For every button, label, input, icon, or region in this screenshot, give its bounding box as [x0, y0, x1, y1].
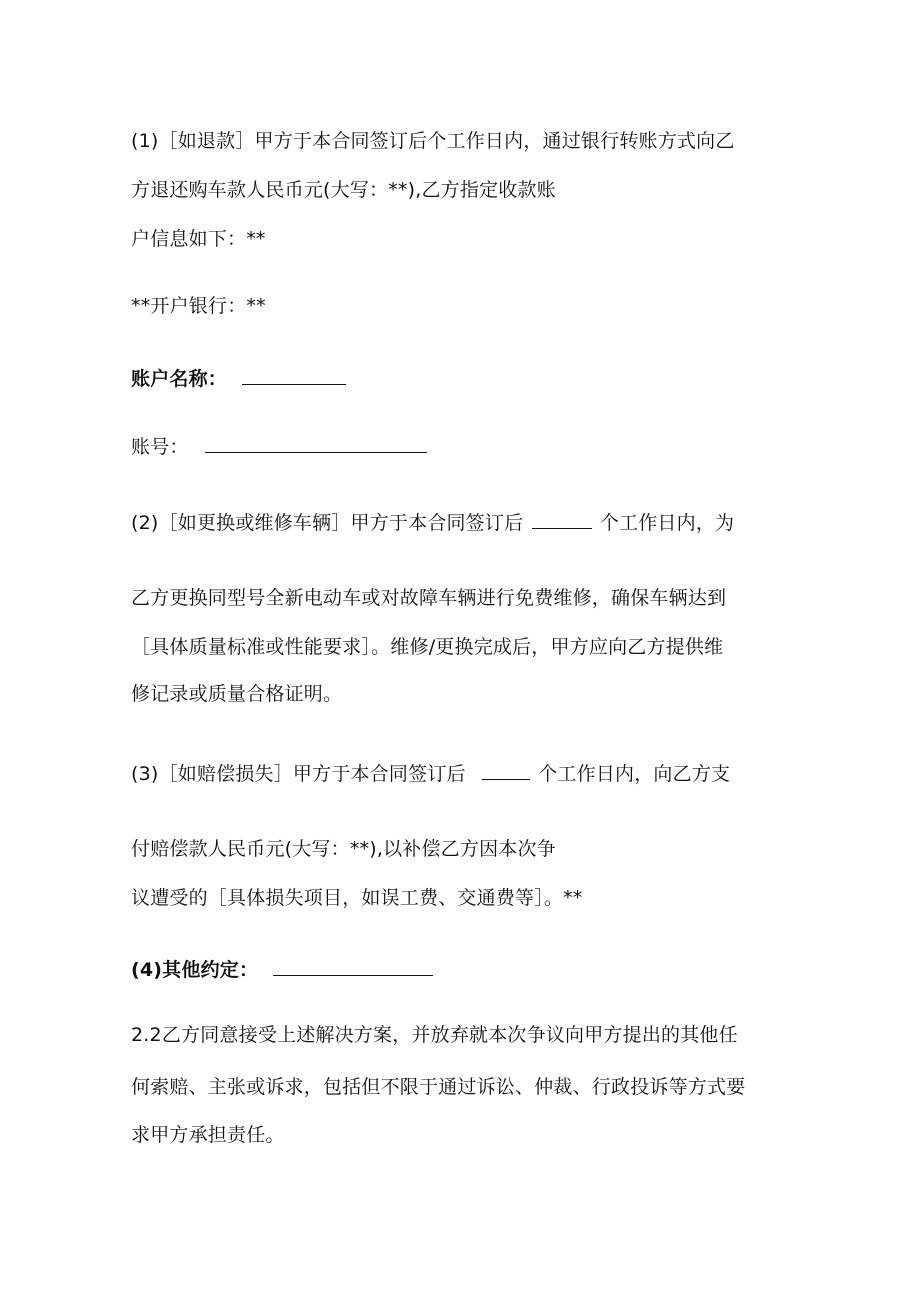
account-number-label: 账号： [131, 436, 189, 458]
bank-name-line: **开户银行：** [131, 295, 266, 317]
clause-2-days-blank [532, 508, 592, 529]
clause-3-suffix: 个工作日内，向乙方支 [538, 763, 731, 785]
section-2-2-line-1: 2.2乙方同意接受上述解决方案，并放弃就本次争议向甲方提出的其他任 [131, 1024, 738, 1046]
clause-2-line-2: 乙方更换同型号全新电动车或对故障车辆进行免费维修，确保车辆达到 [131, 587, 727, 609]
clause-2-suffix: 个工作日内，为 [599, 512, 735, 534]
clause-4-blank [273, 955, 433, 976]
clause-3-line-2: 付赔偿款人民币元(大写：**),以补偿乙方因本次争 [131, 838, 556, 860]
account-number-row [131, 432, 427, 460]
clause-4-row [131, 955, 433, 983]
account-number-blank [205, 432, 427, 453]
clause-2-prefix: (2)［如更换或维修车辆］甲方于本合同签订后 [131, 512, 524, 534]
clause-1-line-2: 方退还购车款人民币元(大写：**),乙方指定收款账 [131, 179, 556, 201]
account-name-blank [242, 364, 346, 385]
clause-3-days-blank [482, 759, 530, 780]
clause-2-line-4: 修记录或质量合格证明。 [131, 683, 343, 705]
clause-2-line-3: ［具体质量标准或性能要求］。维修/更换完成后，甲方应向乙方提供维 [131, 636, 724, 658]
account-name-label: 账户名称： [131, 368, 228, 390]
clause-1-line-1: (1)［如退款］甲方于本合同签订后个工作日内，通过银行转账方式向乙 [131, 130, 735, 152]
clause-2-line-1 [131, 508, 734, 536]
clause-3-line-1 [131, 759, 730, 787]
clause-4-label: (4)其他约定： [131, 959, 259, 981]
clause-1-line-3: 户信息如下：** [131, 228, 266, 250]
section-2-2-line-2: 何索赔、主张或诉求，包括但不限于通过诉讼、仲裁、行政投诉等方式要 [131, 1076, 746, 1098]
account-name-row [131, 364, 346, 392]
clause-3-line-3: 议遭受的［具体损失项目，如误工费、交通费等］。** [131, 887, 583, 909]
section-2-2-line-3: 求甲方承担责任。 [131, 1124, 285, 1146]
clause-3-prefix: (3)［如赔偿损失］甲方于本合同签订后 [131, 763, 466, 785]
